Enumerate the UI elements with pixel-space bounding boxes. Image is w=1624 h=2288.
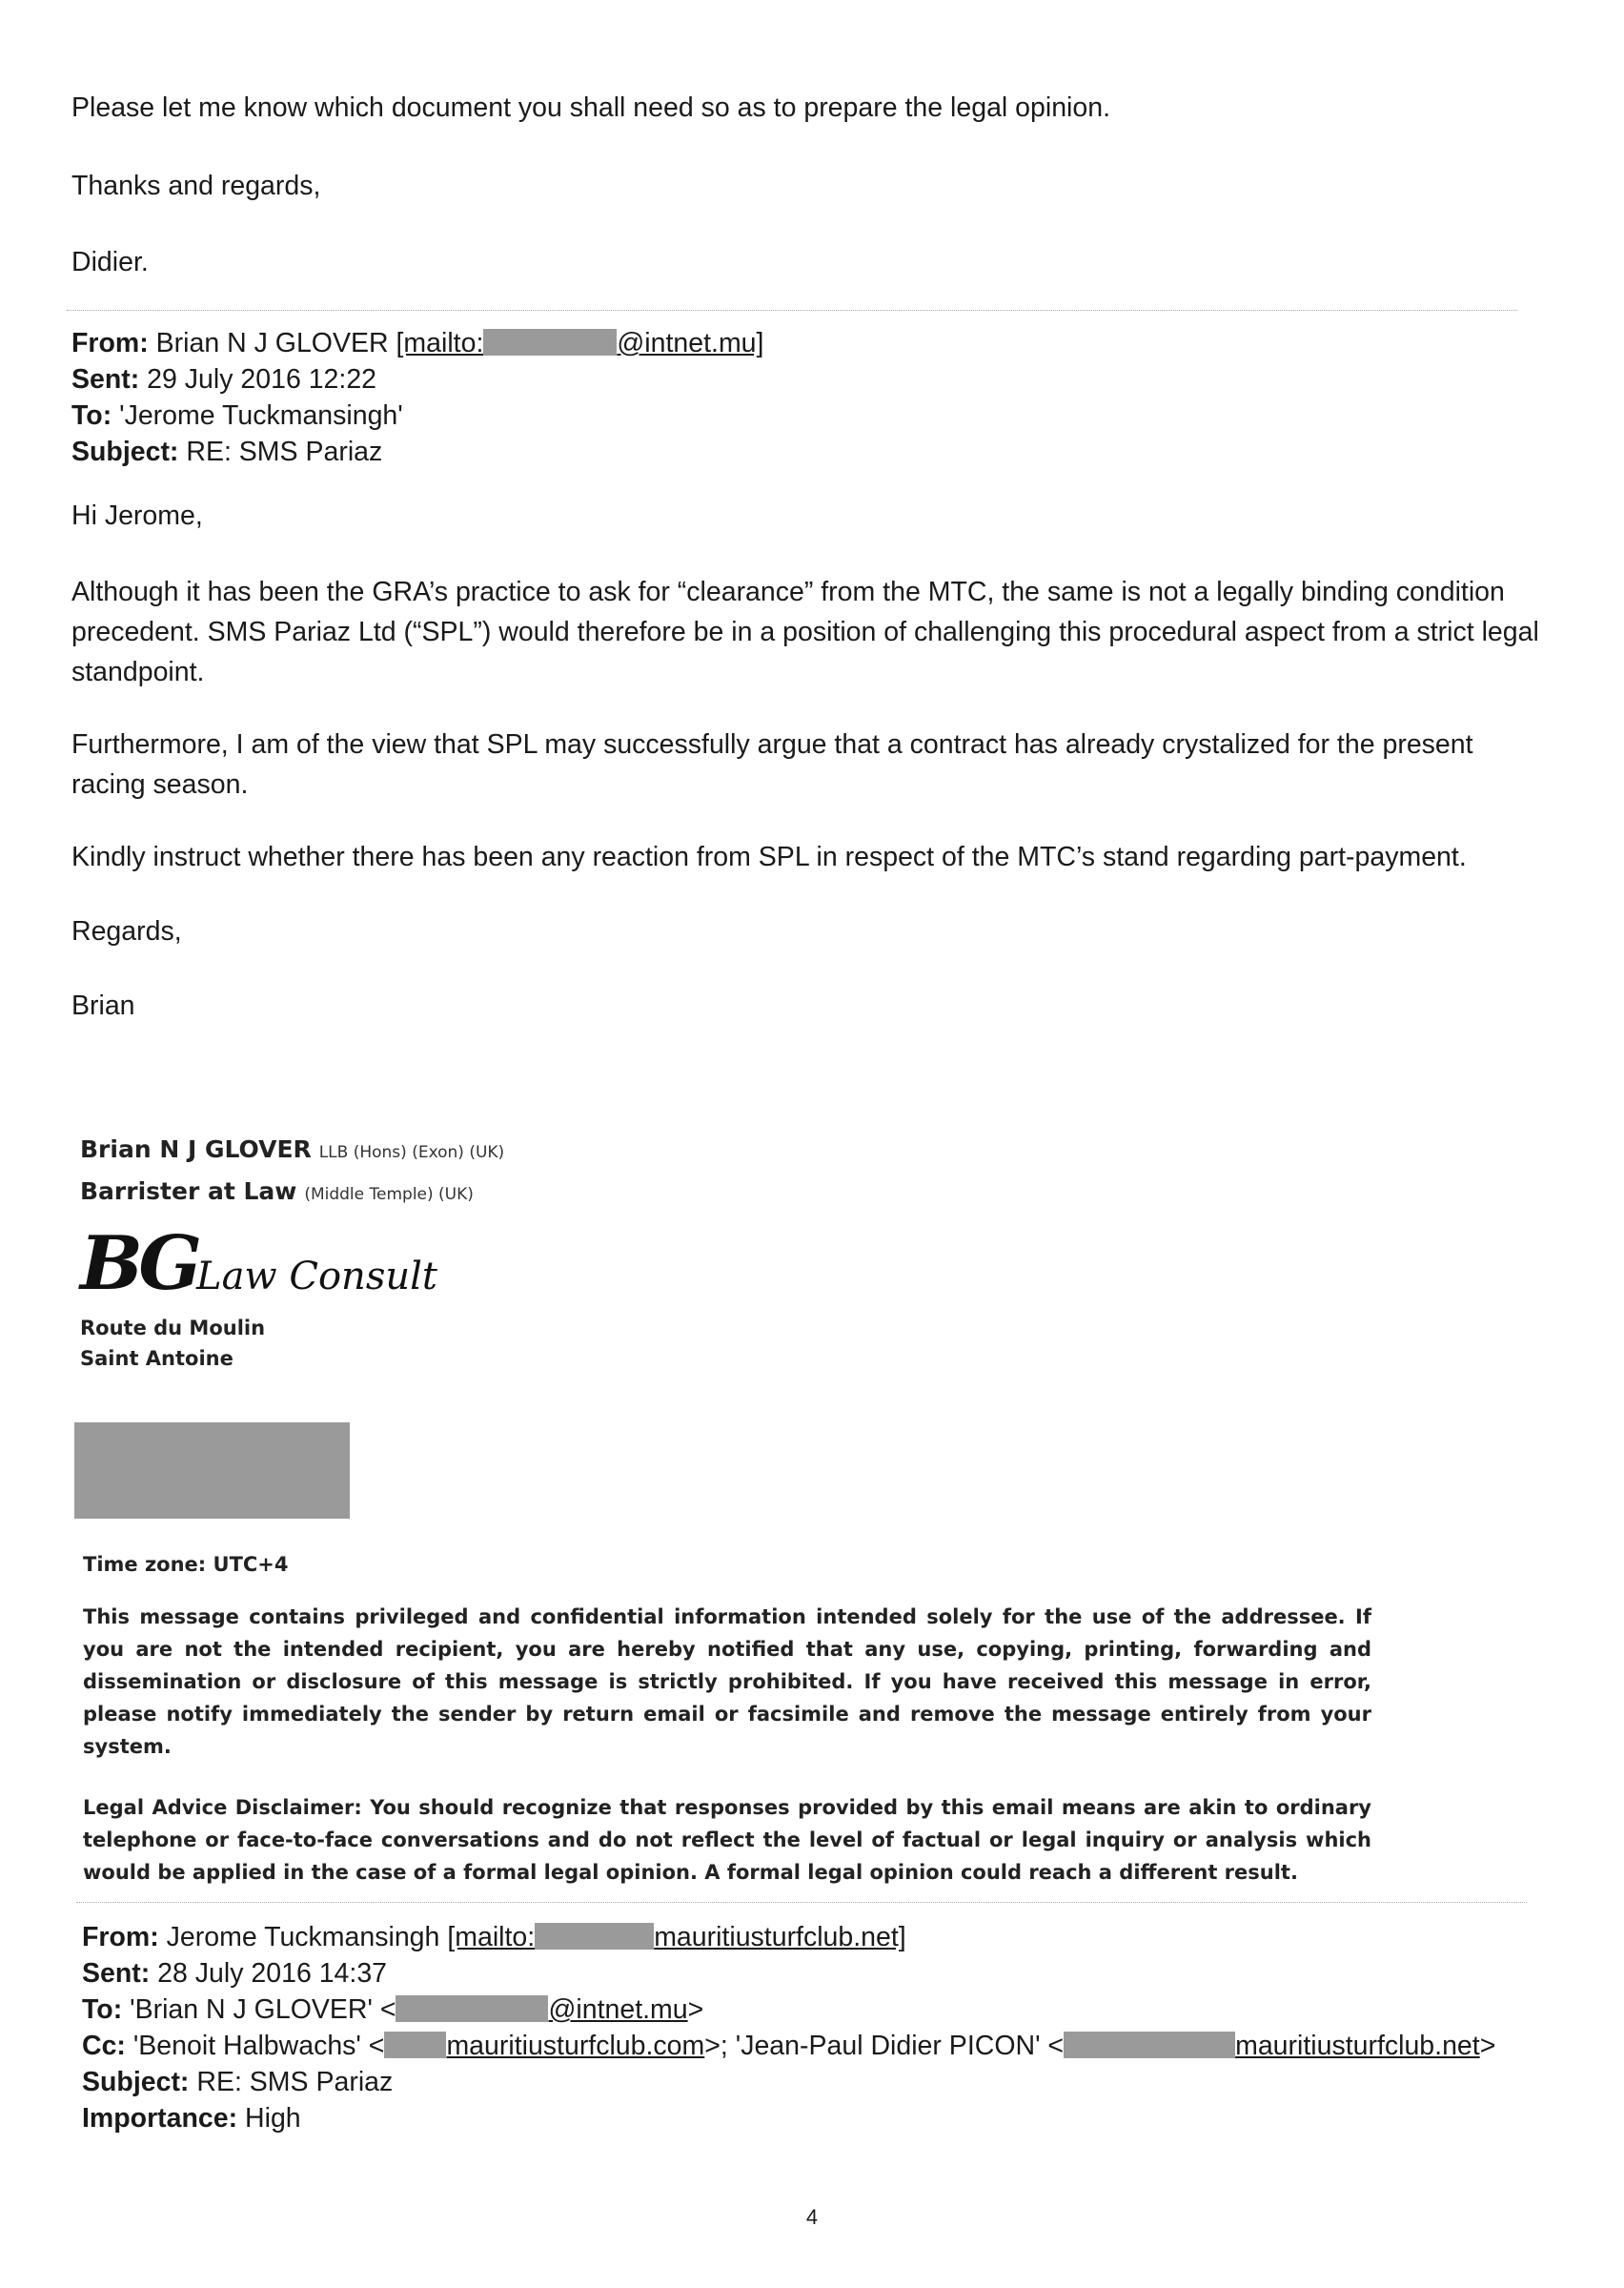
to-email-link[interactable]: @intnet.mu [396,1994,687,2025]
redaction [384,2032,446,2058]
greeting: Hi Jerome, [71,500,203,531]
sent-line: Sent: 29 July 2016 12:22 [71,364,377,395]
address-line: Saint Antoine [80,1347,233,1370]
from-email-link[interactable]: [mailto: @intnet.mu] [396,328,764,358]
to-line: To: 'Jerome Tuckmansingh' [71,400,403,431]
closing: Regards, [71,916,182,947]
subject-line: Subject: RE: SMS Pariaz [71,437,383,467]
signature-title: Barrister at Law [80,1177,297,1205]
sent-line: Sent: 28 July 2016 14:37 [82,1958,388,1989]
reply-block [71,88,1539,282]
timezone: Time zone: UTC+4 [83,1553,289,1576]
importance-line: Importance: High [82,2103,301,2134]
body-paragraph: Furthermore, I am of the view that SPL may successfully argue that a contract has already crystalized for the present racing season. [71,729,1473,800]
from-line: From: Jerome Tuckmansingh [mailto: mauritiusturfclub.net] [82,1922,906,1952]
email1-body [71,496,1539,1026]
signature-block [80,1130,1548,1374]
signoff: Brian [71,991,135,1021]
logo-initials: BG [80,1220,196,1307]
cc-email-link[interactable]: mauritiusturfclub.com [384,2031,704,2061]
subject-line: Subject: RE: SMS Pariaz [82,2067,394,2097]
divider [76,1902,1527,1903]
page-number: 4 [805,2205,819,2229]
email2-header [82,1919,1550,2136]
redaction [535,1923,654,1950]
from-email-link[interactable]: [mailto: mauritiusturfclub.net] [447,1922,906,1952]
redaction [1064,2032,1235,2058]
logo-text: Law Consult [196,1255,437,1298]
to-line: To: 'Brian N J GLOVER' < @intnet.mu> [82,1994,704,2025]
reply-signoff: Didier. [71,247,149,277]
redaction-box [74,1422,350,1519]
signature-title-qualifications: (Middle Temple) (UK) [304,1185,474,1204]
confidentiality-notice: This message contains privileged and confidential information intended solely for the use of the addressee. If you are not the intended recipient, you are hereby notified that any use, copying, printing, forwarding and dissemination or disclosure of this message is strictly prohibited. If you have received this message in error, please notify immediately the sender by return email or facsimile and remove the message entirely from your system. [83,1605,1371,1758]
signature-qualifications: LLB (Hons) (Exon) (UK) [318,1143,505,1162]
signature-name: Brian N J GLOVER [80,1135,312,1163]
redaction [483,329,617,356]
email1-header [71,325,1539,470]
cc-line: Cc: 'Benoit Halbwachs' < mauritiusturfclub.com>; 'Jean-Paul Didier PICON' < mauritiusturfclub.net> [82,2031,1496,2061]
company-logo [80,1221,1548,1307]
cc-email-link[interactable]: mauritiusturfclub.net [1064,2031,1480,2061]
reply-line: Thanks and regards, [71,171,321,201]
body-paragraph: Although it has been the GRA’s practice to ask for “clearance” from the MTC, the same is not a legally binding condition precedent. SMS Pariaz Ltd (“SPL”) would therefore be in a position of challenging this procedural aspect from a strict legal standpoint. [71,577,1539,687]
reply-line: Please let me know which document you shall need so as to prepare the legal opinion. [71,92,1110,123]
body-paragraph: Kindly instruct whether there has been any reaction from SPL in respect of the MTC’s stand regarding part-payment. [71,842,1467,872]
from-line: From: Brian N J GLOVER [mailto: @intnet.mu] [71,328,764,358]
disclaimer-block [83,1549,1371,1889]
legal-disclaimer: Legal Advice Disclaimer: You should recognize that responses provided by this email means are akin to ordinary telephone or face-to-face conversations and do not reflect the level of factual or legal inquiry or analysis which would be applied in the case of a formal legal opinion. A formal legal opinion could reach a different result. [83,1796,1371,1884]
address-line: Route du Moulin [80,1317,266,1339]
redaction [396,1995,548,2022]
divider [67,310,1517,311]
